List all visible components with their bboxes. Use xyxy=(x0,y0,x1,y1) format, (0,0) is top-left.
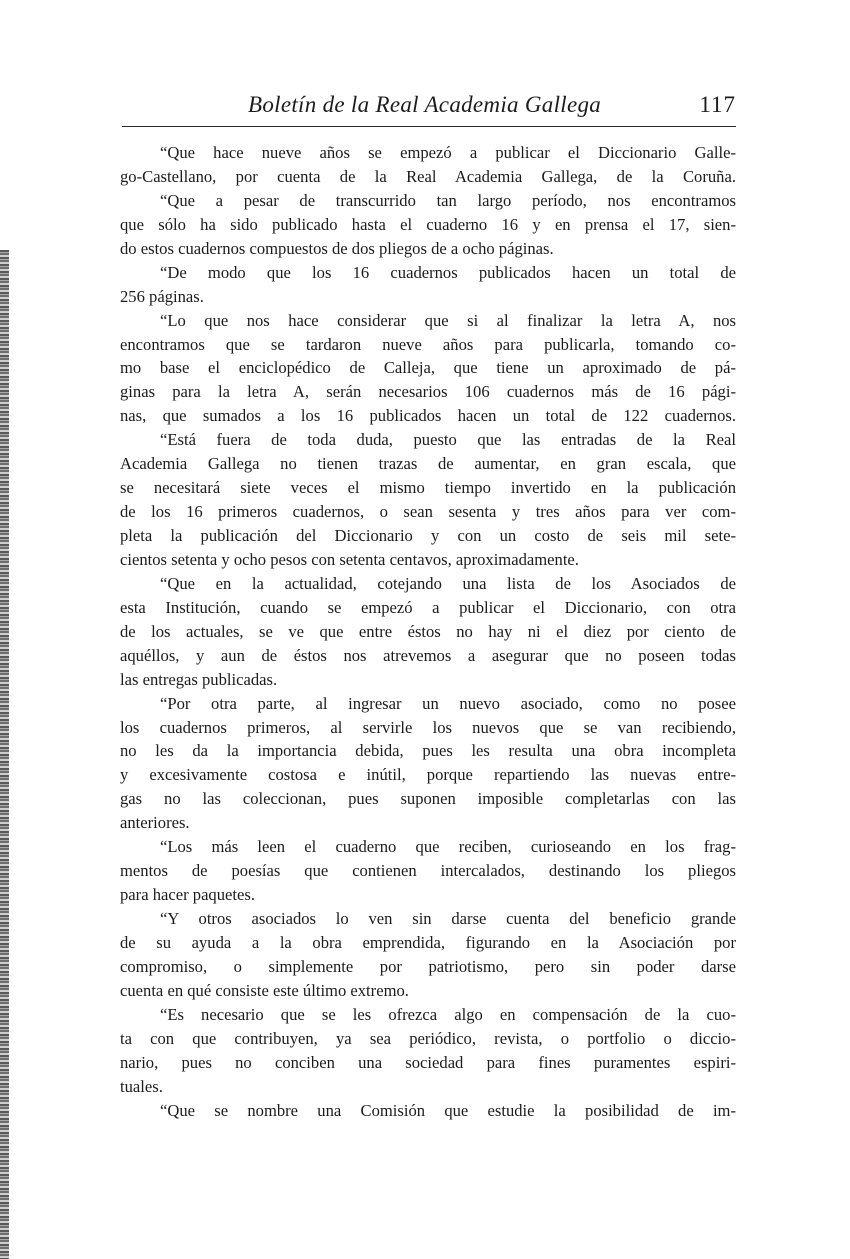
text-line: “Que hace nueve años se empezó a publicar el Diccionario Galle- xyxy=(160,143,736,162)
text-line: encontramos que se tardaron nueve años para publicarla, tomando co- xyxy=(120,334,736,354)
text-line: “Es necesario que se les ofrezca algo en compensación de la cuo- xyxy=(160,1004,736,1024)
text-line: compromiso, o simplemente por patriotismo, pero sin poder darse xyxy=(120,956,736,976)
text-line: de los actuales, se ve que entre éstos no hay ni el diez por ciento de xyxy=(120,621,736,641)
text-line: “Lo que nos hace considerar que si al finalizar la letra A, nos xyxy=(160,310,736,330)
text-line: los cuadernos primeros, al servirle los nuevos que se van recibiendo, xyxy=(120,717,736,737)
text-line: “Y otros asociados lo ven sin darse cuenta del beneficio grande xyxy=(160,909,736,928)
text-line: para hacer paquetes. xyxy=(120,885,255,905)
text-line: las entregas publicadas. xyxy=(120,669,278,689)
text-line: nas, que sumados a los 16 publicados hacen un total de 122 cuadernos. xyxy=(120,406,736,426)
text-line: Academia Gallega no tienen trazas de aumentar, en gran escala, que xyxy=(120,454,736,474)
text-line: do estos cuadernos compuestos de dos pliegos de a ocho páginas. xyxy=(120,238,554,258)
text-line: aquéllos, y aun de éstos nos atrevemos a asegurar que no poseen todas xyxy=(120,645,736,665)
text-line: pleta la publicación del Diccionario y con un costo de seis mil sete- xyxy=(120,526,736,545)
text-line: “Los más leen el cuaderno que reciben, curioseando en los frag- xyxy=(160,837,736,857)
text-line: de los 16 primeros cuadernos, o sean sesenta y tres años para ver com- xyxy=(120,502,736,522)
text-line: “Está fuera de toda duda, puesto que las entradas de la Real xyxy=(160,430,736,450)
page-binding-edge xyxy=(0,250,9,1259)
text-line: no les da la importancia debida, pues les resulta una obra incompleta xyxy=(120,741,736,761)
text-line: “Que se nombre una Comisión que estudie la posibilidad de im- xyxy=(160,1100,736,1120)
text-line: mo base el enciclopédico de Calleja, que tiene un aproximado de pá- xyxy=(120,358,736,378)
text-line: go-Castellano, por cuenta de la Real Academia Gallega, de la Coruña. xyxy=(120,166,736,186)
text-line: “Por otra parte, al ingresar un nuevo asociado, como no posee xyxy=(160,693,736,713)
text-line: “De modo que los 16 cuadernos publicados hacen un total de xyxy=(160,262,736,282)
text-line: nario, pues no conciben una sociedad para fines puramentes espiri- xyxy=(120,1052,736,1072)
text-line: ta con que contribuyen, ya sea periódico, revista, o portfolio o diccio- xyxy=(120,1028,736,1048)
text-line: “Que en la actualidad, cotejando una lista de los Asociados de xyxy=(160,573,736,593)
text-line: “Que a pesar de transcurrido tan largo período, nos encontramos xyxy=(160,190,736,210)
text-line: ginas para la letra A, serán necesarios 106 cuadernos más de 16 pági- xyxy=(120,382,736,402)
page-number: 117 xyxy=(699,92,736,117)
text-line: cientos setenta y ocho pesos con setenta centavos, aproximadamente. xyxy=(120,549,579,569)
text-line: esta Institución, cuando se empezó a publicar el Diccionario, con otra xyxy=(120,597,736,617)
text-line: 256 páginas. xyxy=(120,286,204,306)
text-line: y excesivamente costosa e inútil, porque repartiendo las nuevas entre- xyxy=(120,765,736,785)
running-header xyxy=(122,90,736,127)
text-line: de su ayuda a la obra emprendida, figurando en la Asociación por xyxy=(120,932,736,952)
text-line: que sólo ha sido publicado hasta el cuaderno 16 y en prensa el 17, sien- xyxy=(120,214,736,234)
text-line: anteriores. xyxy=(120,813,190,833)
text-line: mentos de poesías que contienen intercalados, destinando los pliegos xyxy=(120,861,736,881)
running-title: Boletín de la Real Academia Gallega xyxy=(248,92,602,117)
body-text xyxy=(120,141,736,1122)
text-line: gas no las coleccionan, pues suponen imposible completarlas con las xyxy=(120,789,736,809)
text-line: cuenta en qué consiste este último extremo. xyxy=(120,980,409,1000)
text-line: tuales. xyxy=(120,1076,163,1096)
text-line: se necesitará siete veces el mismo tiempo invertido en la publicación xyxy=(120,478,736,498)
